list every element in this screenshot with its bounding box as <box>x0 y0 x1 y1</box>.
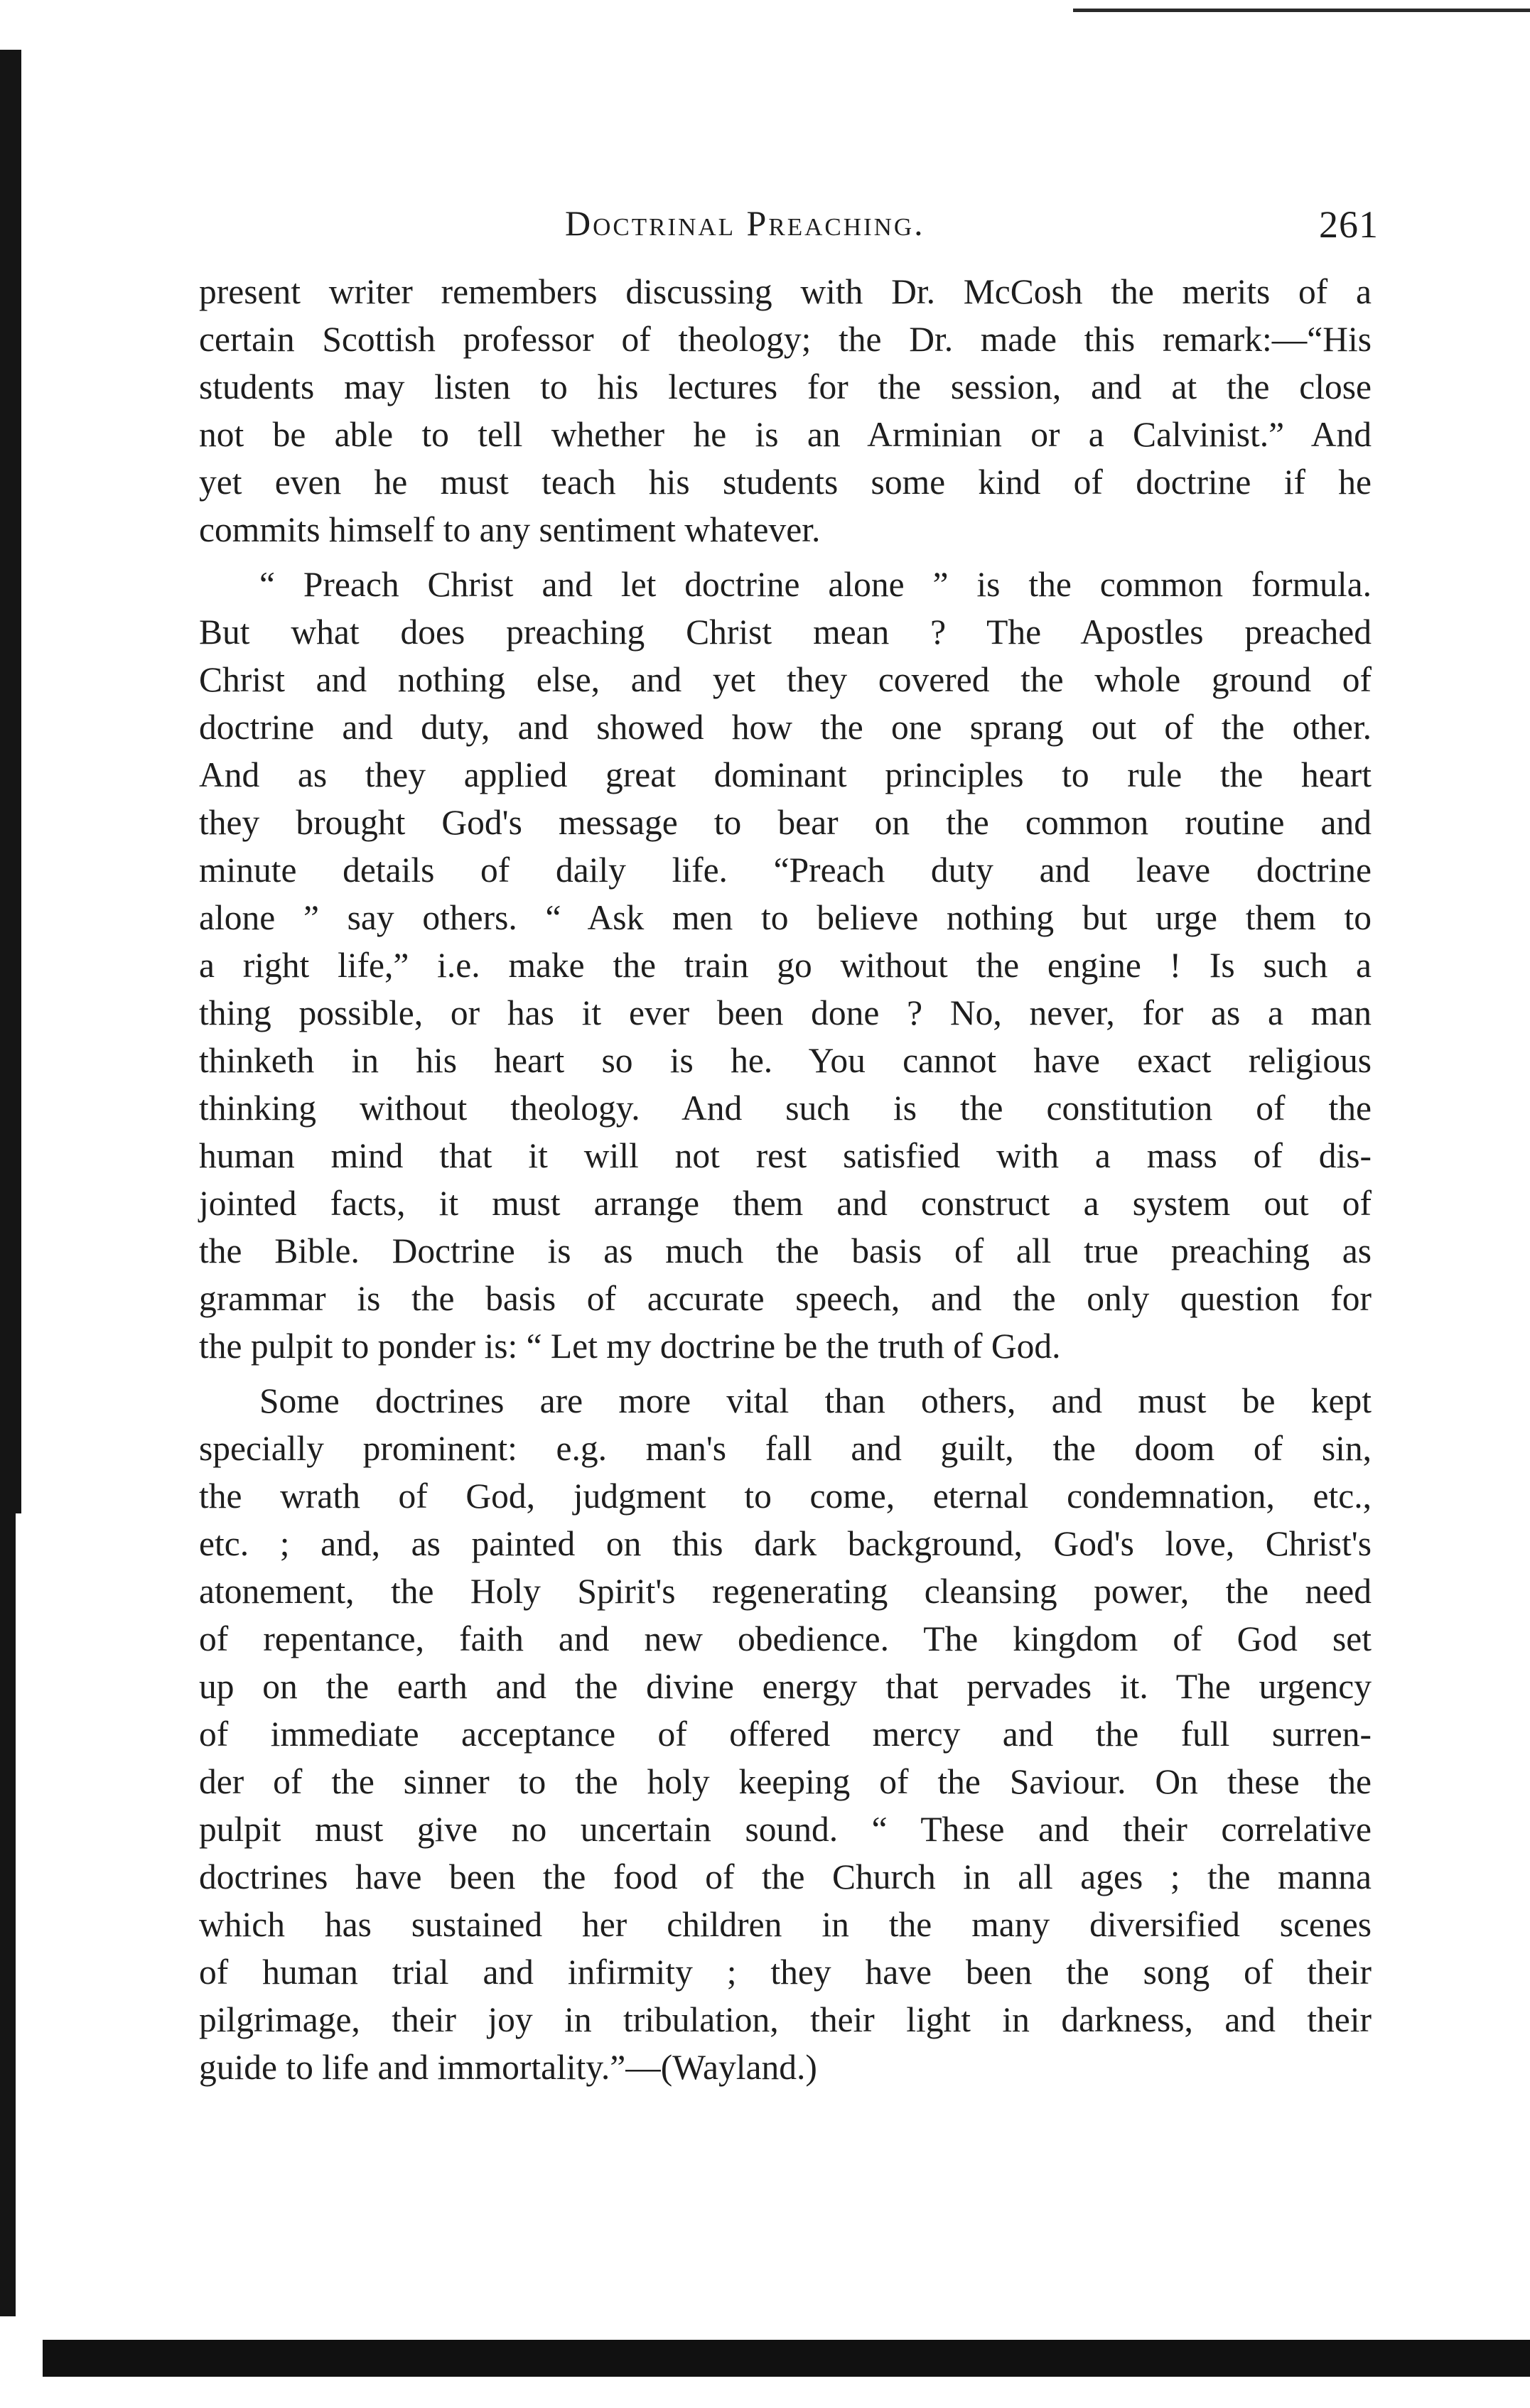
text-line: jointed facts, it must arrange them and construct a system out of <box>199 1184 1372 1223</box>
text-line: yet even he must teach his students some kind of doctrine if he <box>199 463 1372 502</box>
text-line: certain Scottish professor of theology; the Dr. made this remark:—“His <box>199 320 1372 359</box>
paragraph-2 <box>199 561 1372 1370</box>
text-line: a right life,” i.e. make the train go without the engine ! Is such a <box>199 946 1372 985</box>
text-line: up on the earth and the divine energy that pervades it. The urgency <box>199 1667 1372 1706</box>
text-line: present writer remembers discussing with Dr. McCosh the merits of a <box>199 272 1372 311</box>
text-line: Christ and nothing else, and yet they covered the whole ground of <box>199 660 1372 699</box>
text-line: of repentance, faith and new obedience. The kingdom of God set <box>199 1619 1372 1658</box>
left-binding-shadow <box>0 50 21 1513</box>
text-line: guide to life and immortality.”—(Wayland.) <box>199 2048 817 2087</box>
text-line: specially prominent: e.g. man's fall and guilt, the doom of sin, <box>199 1429 1372 1468</box>
top-edge-rule <box>1073 9 1530 12</box>
left-binding-shadow-lower <box>0 1513 16 2316</box>
text-line: thing possible, or has it ever been done ? No, never, for as a man <box>199 993 1372 1032</box>
text-line: the wrath of God, judgment to come, eternal condemnation, etc., <box>199 1476 1372 1516</box>
text-line: But what does preaching Christ mean ? The Apostles preached <box>199 612 1372 652</box>
text-line: grammar is the basis of accurate speech, and the only question for <box>199 1279 1372 1318</box>
text-line: atonement, the Holy Spirit's regenerating cleansing power, the need <box>199 1572 1372 1611</box>
running-title: Doctrinal Preaching. <box>565 203 925 243</box>
text-line: doctrines have been the food of the Church in all ages ; the manna <box>199 1857 1372 1896</box>
text-line: of immediate acceptance of offered mercy and the full surren- <box>199 1715 1372 1754</box>
text-line: der of the sinner to the holy keeping of the Saviour. On these the <box>199 1762 1372 1801</box>
text-line: “ Preach Christ and let doctrine alone ” is the common formula. <box>259 565 1372 604</box>
text-line: alone ” say others. “ Ask men to believe nothing but urge them to <box>199 898 1372 937</box>
text-line: the Bible. Doctrine is as much the basis of all true preaching as <box>199 1231 1372 1270</box>
text-line: doctrine and duty, and showed how the one sprang out of the other. <box>199 708 1372 747</box>
text-line: Some doctrines are more vital than others, and must be kept <box>259 1381 1372 1420</box>
running-head <box>199 203 1379 266</box>
text-line: thinking without theology. And such is the constitution of the <box>199 1089 1372 1128</box>
text-line: minute details of daily life. “Preach duty and leave doctrine <box>199 851 1372 890</box>
text-line: pulpit must give no uncertain sound. “ These and their correlative <box>199 1810 1372 1849</box>
paragraph-1 <box>199 268 1372 554</box>
text-line: And as they applied great dominant principles to rule the heart <box>199 755 1372 794</box>
book-page <box>199 203 1379 2098</box>
text-line: commits himself to any sentiment whatever. <box>199 510 821 549</box>
text-line: they brought God's message to bear on the common routine and <box>199 803 1372 842</box>
text-line: which has sustained her children in the many diversified scenes <box>199 1905 1372 1944</box>
page-number: 261 <box>1319 203 1379 246</box>
text-line: thinketh in his heart so is he. You cannot have exact religious <box>199 1041 1372 1080</box>
text-line: of human trial and infirmity ; they have been the song of their <box>199 1953 1372 1992</box>
bottom-edge-rule <box>43 2340 1530 2377</box>
text-line: pilgrimage, their joy in tribulation, their light in darkness, and their <box>199 2000 1372 2039</box>
text-line: etc. ; and, as painted on this dark background, God's love, Christ's <box>199 1524 1372 1563</box>
text-line: the pulpit to ponder is: “ Let my doctrine be the truth of God. <box>199 1327 1061 1366</box>
text-line: not be able to tell whether he is an Arminian or a Calvinist.” And <box>199 415 1372 454</box>
paragraph-3 <box>199 1377 1372 2091</box>
text-line: students may listen to his lectures for the session, and at the close <box>199 367 1372 406</box>
text-line: human mind that it will not rest satisfied with a mass of dis- <box>199 1136 1372 1175</box>
